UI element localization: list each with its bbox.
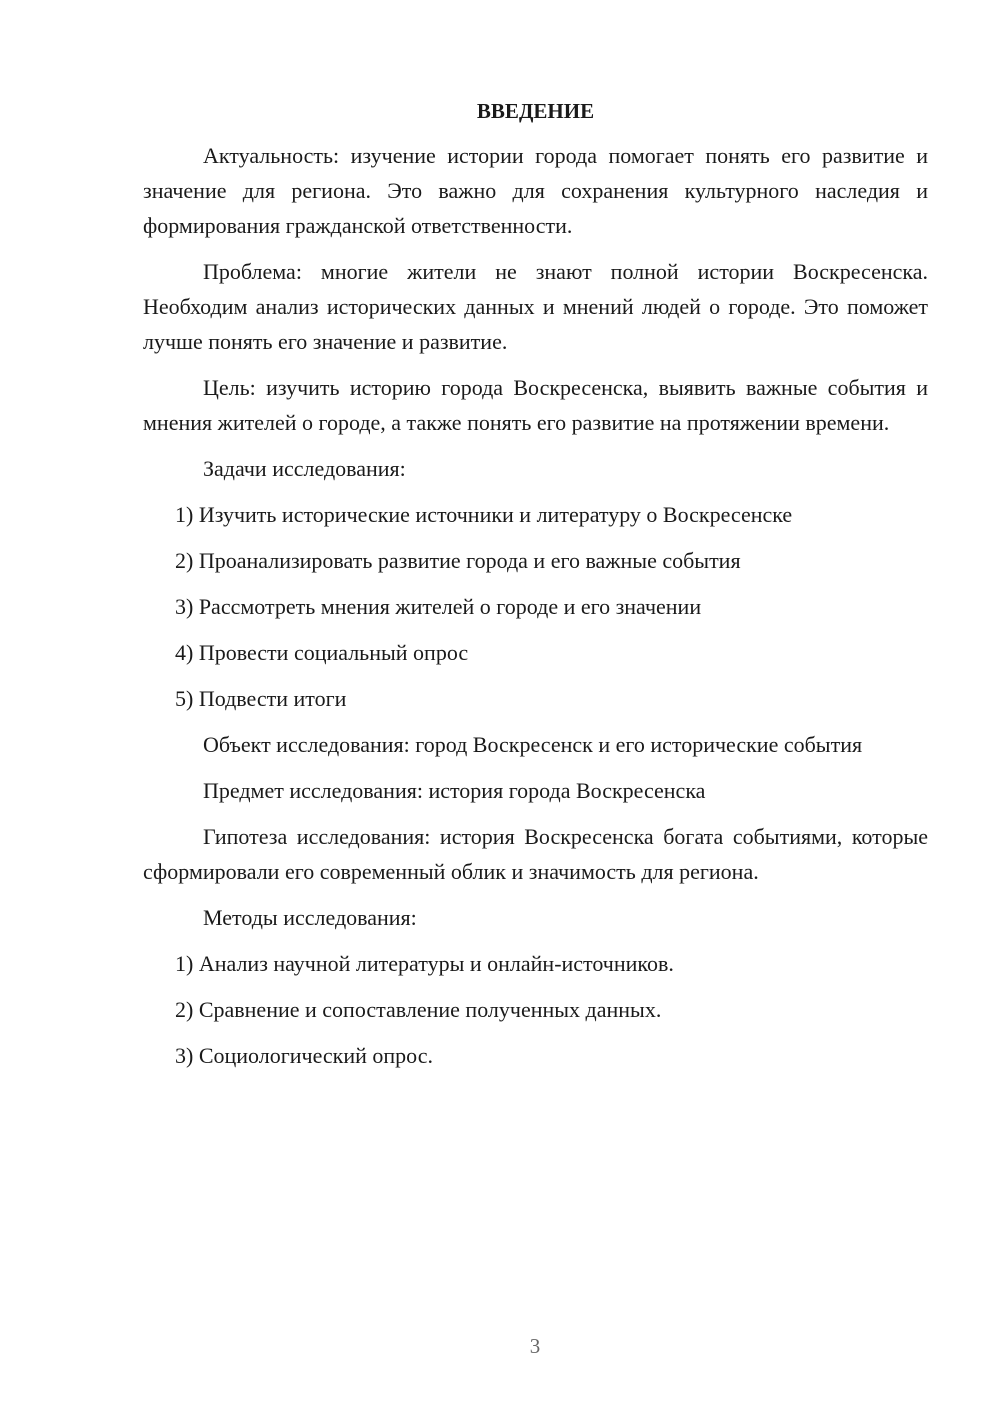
goal-paragraph: Цель: изучить историю города Воскресенска, выявить важные события и мнения жителей о городе, а также понять его развитие на протяжении времени. [143, 375, 928, 435]
relevance-paragraph: Актуальность: изучение истории города помогает понять его развитие и значение для региона. Это важно для сохранения культурного наследия и формирования гражданской ответственности. [143, 143, 928, 238]
task-item: 3) Рассмотреть мнения жителей о городе и его значении [175, 594, 702, 619]
task-item: 1) Изучить исторические источники и литературу о Воскресенске [175, 502, 793, 527]
method-item: 2) Сравнение и сопоставление полученных данных. [175, 997, 662, 1022]
tasks-heading: Задачи исследования: [203, 456, 406, 481]
problem-paragraph: Проблема: многие жители не знают полной истории Воскресенска. Необходим анализ исторических данных и мнений людей о городе. Это поможет лучше понять его значение и развитие. [143, 259, 928, 354]
page-content [143, 95, 928, 1084]
page-number: 3 [529, 1334, 541, 1358]
method-item: 3) Социологический опрос. [175, 1043, 433, 1068]
task-item: 2) Проанализировать развитие города и его важные события [175, 548, 741, 573]
method-item: 1) Анализ научной литературы и онлайн-источников. [175, 951, 674, 976]
task-item: 5) Подвести итоги [175, 686, 347, 711]
methods-heading: Методы исследования: [203, 905, 417, 930]
hypothesis-paragraph: Гипотеза исследования: история Воскресенска богата событиями, которые сформировали его современный облик и значимость для региона. [143, 824, 928, 884]
object-paragraph: Объект исследования: город Воскресенск и его исторические события [203, 732, 863, 757]
subject-paragraph: Предмет исследования: история города Воскресенска [203, 778, 706, 803]
section-title: ВВЕДЕНИЕ [476, 99, 595, 123]
task-item: 4) Провести социальный опрос [175, 640, 469, 665]
